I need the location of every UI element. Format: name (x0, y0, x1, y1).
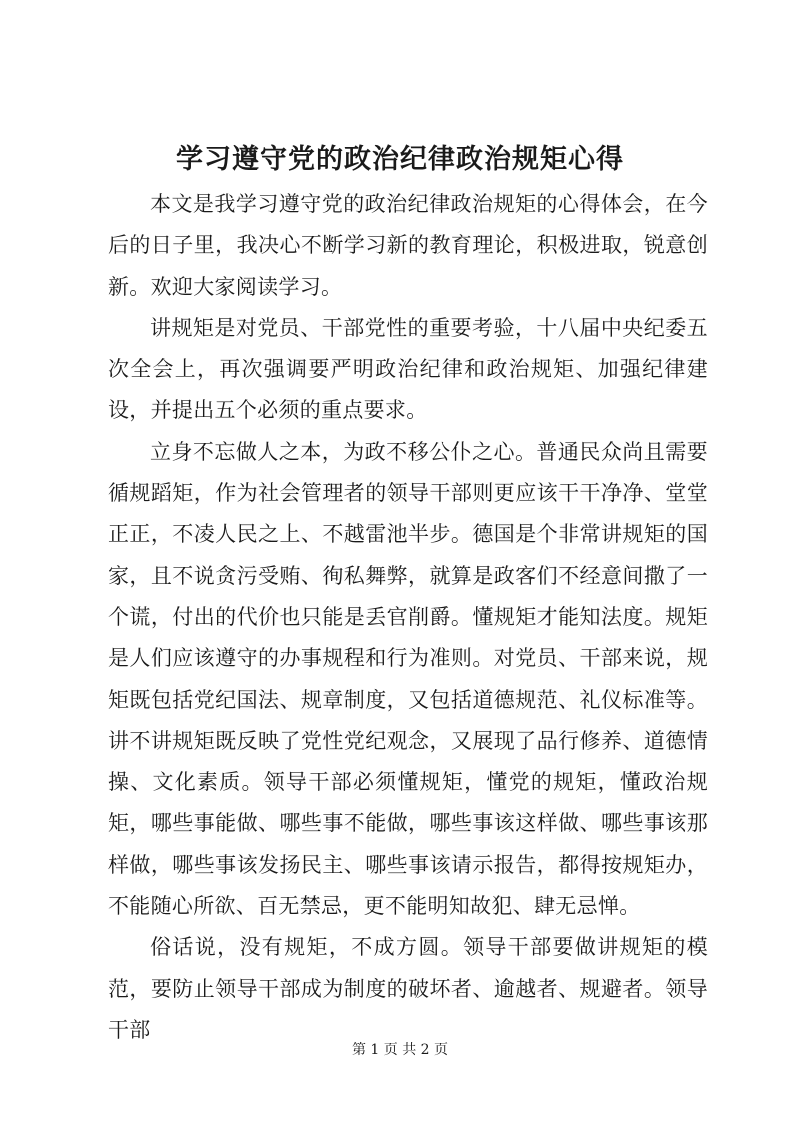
document-body (108, 184, 708, 1051)
paragraph-discipline: 讲规矩是对党员、干部党性的重要考验，十八届中央纪委五次全会上，再次强调要严明政治纪律和政治规矩、加强纪律建设，并提出五个必须的重点要求。 (108, 315, 708, 423)
paragraph-intro: 本文是我学习遵守党的政治纪律政治规矩的心得体会，在今后的日子里，我决心不断学习新的教育理论，积极进取，锐意创新。欢迎大家阅读学习。 (108, 192, 708, 299)
paragraph-saying: 俗话说，没有规矩，不成方圆。领导干部要做讲规矩的模范，要防止领导干部成为制度的破坏者、逾越者、规避者。领导干部 (108, 935, 708, 1042)
page-number-footer: 第 1 页 共 2 页 (351, 1042, 449, 1058)
paragraph-rules: 立身不忘做人之本，为政不移公仆之心。普通民众尚且需要循规蹈矩，作为社会管理者的领导干部则更应该干干净净、堂堂正正，不凌人民之上、不越雷池半步。德国是个非常讲规矩的国家，且不说贪污受贿、徇私舞弊，就算是政客们不经意间撒了一个谎，付出的代价也只能是丢官削爵。懂规矩才能知法度。规矩是人们应该遵守的办事规程和行为准则。对党员、干部来说，规矩既包括党纪国法、规章制度，又包括道德规范、礼仪标准等。讲不讲规矩既反映了党性党纪观念，又展现了品行修养、道德情操、文化素质。领导干部必须懂规矩，懂党的规矩，懂政治规矩，哪些事能做、哪些事不能做，哪些事该这样做、哪些事该那样做，哪些事该发扬民主、哪些事该请示报告，都得按规矩办，不能随心所欲、百无禁忌，更不能明知故犯、肆无忌惮。 (108, 439, 708, 919)
document-title: 学习遵守党的政治纪律政治规矩心得 (176, 144, 624, 175)
